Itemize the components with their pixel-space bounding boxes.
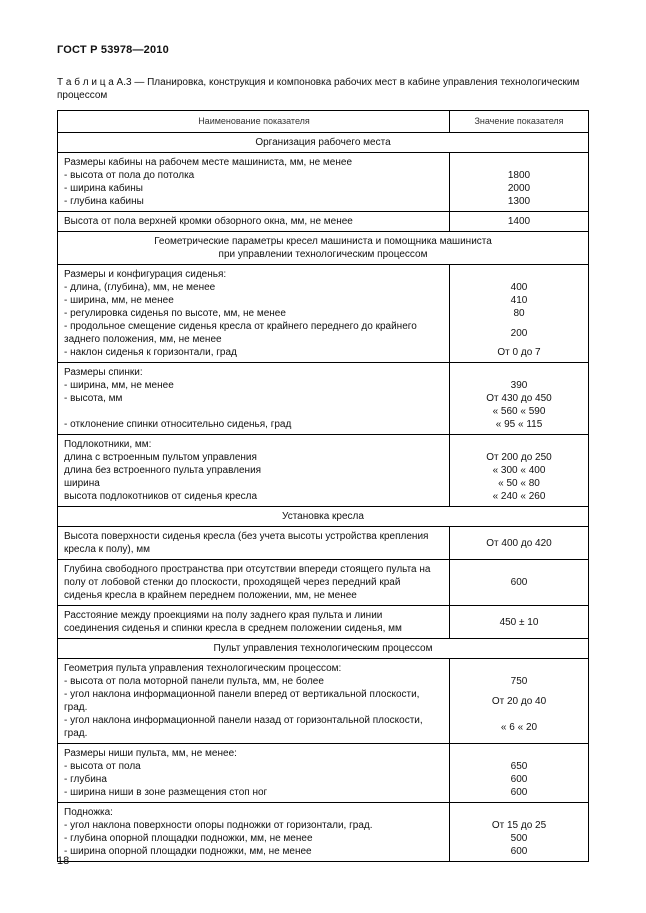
indicator-name: - длина, (глубина), мм, не менее <box>64 282 216 293</box>
indicator-value: 600 <box>510 577 528 588</box>
indicator-value: От 400 до 420 <box>486 537 552 549</box>
indicator-value: От 15 до 25 <box>491 820 547 831</box>
table-row <box>58 362 588 434</box>
indicator-value: 410 <box>510 295 528 306</box>
indicator-value: 390 <box>510 380 528 391</box>
indicator-value: « 50 « 80 <box>498 478 540 489</box>
indicator-name: - ширина опорной площадки подножки, мм, не менее <box>64 846 312 857</box>
indicator-value: 80 <box>513 308 525 319</box>
table-row <box>58 526 588 559</box>
table-row <box>58 559 588 605</box>
indicator-name: - ширина ниши в зоне размещения стоп ног <box>64 787 268 798</box>
indicator-value: « 240 « 260 <box>492 491 546 502</box>
indicator-name: - наклон сиденья к горизонтали, град <box>64 347 237 358</box>
section-row <box>58 132 588 152</box>
indicator-name: - отклонение спинки относительно сиденья, град <box>64 419 292 430</box>
indicator-name: Подлокотники, мм: <box>64 439 152 450</box>
indicator-name: Расстояние между проекциями на полу заднего края пульта и линии соединения сиденья и спинки кресла в среднем положении сиденья, мм <box>64 610 402 634</box>
indicator-value <box>450 156 588 169</box>
indicator-value: 600 <box>510 787 528 798</box>
indicator-value: 1400 <box>507 216 531 227</box>
document-number: ГОСТ Р 53978—2010 <box>57 44 169 56</box>
indicator-value: От 200 до 250 <box>486 452 552 463</box>
column-header-value: Значение показателя <box>474 116 564 126</box>
indicator-name: - высота, мм <box>64 393 123 404</box>
indicator-name: длина с встроенным пультом управления <box>64 452 257 463</box>
indicator-value <box>450 438 588 451</box>
indicator-value: 200 <box>510 327 528 339</box>
indicator-value <box>450 662 588 675</box>
indicator-name: Геометрия пульта управления технологическим процессом: <box>64 663 342 674</box>
indicator-value: От 0 до 7 <box>497 347 541 358</box>
indicator-name: Глубина свободного пространства при отсутствии впереди стоящего пульта на полу от лобовой стенки до плоскости, проходящей через передний край сиденья кресла в крайнем переднем положении, мм, не менее <box>64 564 431 601</box>
indicator-value: От 430 до 450 <box>486 393 552 404</box>
table-row <box>58 802 588 861</box>
indicator-value: 750 <box>510 676 528 687</box>
section-title: Установка кресла <box>282 511 364 522</box>
indicator-value: 650 <box>510 761 528 772</box>
indicator-value: « 300 « 400 <box>492 465 546 476</box>
gost-table <box>57 110 589 862</box>
indicator-name: Размеры ниши пульта, мм, не менее: <box>64 748 237 759</box>
table-row <box>58 434 588 506</box>
table-row <box>58 211 588 231</box>
indicator-value <box>450 366 588 379</box>
page-number: 18 <box>57 855 70 867</box>
indicator-value: 500 <box>510 833 528 844</box>
indicator-name: - ширина, мм, не менее <box>64 295 174 306</box>
indicator-name: длина без встроенного пульта управления <box>64 465 262 476</box>
indicator-name: - угол наклона информационной панели вперед от вертикальной плоскости, град. <box>64 689 420 713</box>
table-header-row <box>58 111 588 132</box>
indicator-value <box>450 747 588 760</box>
indicator-name: Высота поверхности сиденья кресла (без учета высоты устройства крепления кресла к полу), мм <box>64 531 429 555</box>
table-row <box>58 743 588 802</box>
indicator-value <box>450 268 588 281</box>
indicator-name: - угол наклона информационной панели назад от горизонтальной плоскости, град. <box>64 715 423 739</box>
indicator-name: ширина <box>64 478 100 489</box>
indicator-name: - высота от пола моторной панели пульта, мм, не более <box>64 676 324 687</box>
indicator-value: 450 ± 10 <box>499 616 539 628</box>
indicator-name: Подножка: <box>64 807 113 818</box>
section-title: Геометрические параметры кресел машиниста и помощника машиниста <box>154 236 492 247</box>
indicator-value <box>450 806 588 819</box>
indicator-value: От 20 до 40 <box>491 695 547 707</box>
indicator-value: 1800 <box>507 170 531 181</box>
indicator-name: - глубина кабины <box>64 196 144 207</box>
indicator-name: - ширина кабины <box>64 183 143 194</box>
section-title: Пульт управления технологическим процессом <box>213 643 433 654</box>
indicator-value: « 6 « 20 <box>500 721 538 733</box>
section-row <box>58 231 588 264</box>
indicator-name: - продольное смещение сиденья кресла от крайнего переднего до крайнего заднего положения, мм, не менее <box>64 321 417 345</box>
indicator-value: 2000 <box>507 183 531 194</box>
section-title: при управлении технологическим процессом <box>218 249 428 260</box>
indicator-name: - ширина, мм, не менее <box>64 380 174 391</box>
section-row <box>58 638 588 658</box>
table-caption: Т а б л и ц а А.3 — Планировка, конструкция и компоновка рабочих мест в кабине управления технологическим процессом <box>57 77 580 101</box>
indicator-value: « 560 « 590 <box>492 406 546 417</box>
indicator-name: - высота от пола до потолка <box>64 170 195 181</box>
indicator-name: высота подлокотников от сиденья кресла <box>64 491 258 502</box>
section-row <box>58 506 588 526</box>
indicator-name: - глубина <box>64 774 107 785</box>
indicator-name: - угол наклона поверхности опоры подножки от горизонтали, град. <box>64 820 373 831</box>
indicator-name: Размеры кабины на рабочем месте машиниста, мм, не менее <box>64 157 353 168</box>
table-row <box>58 152 588 211</box>
column-header-name: Наименование показателя <box>198 116 310 126</box>
indicator-value: 600 <box>510 774 528 785</box>
table-row <box>58 605 588 638</box>
indicator-value: 1300 <box>507 196 531 207</box>
indicator-name: - высота от пола <box>64 761 141 772</box>
section-title: Организация рабочего места <box>255 137 391 148</box>
indicator-name: - глубина опорной площадки подножки, мм, не менее <box>64 833 313 844</box>
indicator-name: Высота от пола верхней кромки обзорного окна, мм, не менее <box>64 216 353 227</box>
indicator-value: « 95 « 115 <box>495 419 543 430</box>
indicator-value: 600 <box>510 846 528 857</box>
indicator-value: 400 <box>510 282 528 293</box>
indicator-name: Размеры и конфигурация сиденья: <box>64 269 227 280</box>
table-row <box>58 264 588 362</box>
indicator-name: Размеры спинки: <box>64 367 143 378</box>
table-row <box>58 658 588 743</box>
indicator-name: - регулировка сиденья по высоте, мм, не менее <box>64 308 286 319</box>
